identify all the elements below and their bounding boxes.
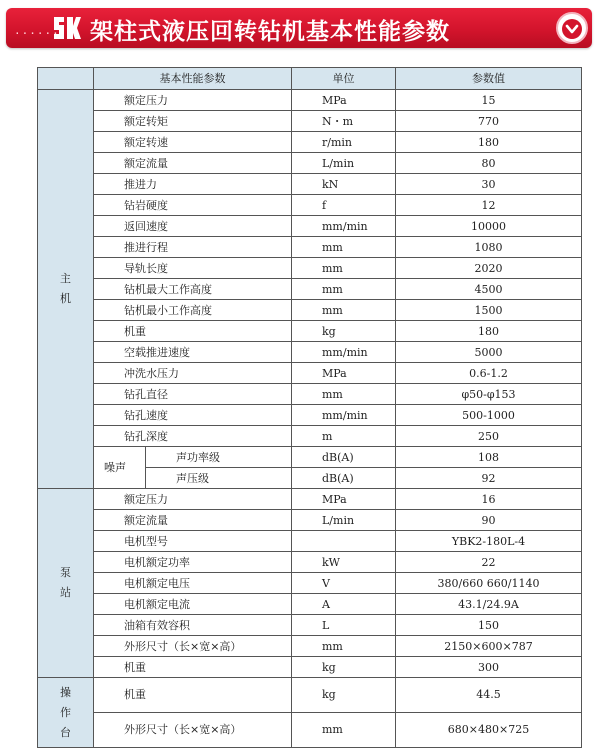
param-value: 680×480×725 bbox=[396, 713, 582, 748]
param-unit: mm bbox=[292, 384, 396, 405]
param-unit: kg bbox=[292, 321, 396, 342]
param-name: 返回速度 bbox=[94, 216, 292, 237]
table-row bbox=[38, 195, 582, 216]
group-char: 泵 bbox=[60, 566, 71, 579]
table-row bbox=[38, 300, 582, 321]
group-char: 作 bbox=[60, 705, 71, 719]
table-row bbox=[38, 363, 582, 384]
group-char: 台 bbox=[60, 725, 71, 739]
column-header-value: 参数值 bbox=[396, 68, 582, 90]
param-unit: A bbox=[292, 594, 396, 615]
param-value: 150 bbox=[396, 615, 582, 636]
param-unit bbox=[292, 531, 396, 552]
param-value: 4500 bbox=[396, 279, 582, 300]
table-row bbox=[38, 678, 582, 713]
page-title: 架柱式液压回转钻机基本性能参数 bbox=[90, 19, 450, 45]
param-value: 80 bbox=[396, 153, 582, 174]
param-unit: dB(A) bbox=[292, 447, 396, 468]
param-name: 冲洗水压力 bbox=[94, 363, 292, 384]
spec-table bbox=[37, 67, 582, 748]
table-row bbox=[38, 321, 582, 342]
table-row bbox=[38, 615, 582, 636]
table-row bbox=[38, 405, 582, 426]
param-value: 2150×600×787 bbox=[396, 636, 582, 657]
param-unit: mm bbox=[292, 237, 396, 258]
table-row bbox=[38, 279, 582, 300]
param-name: 推进行程 bbox=[94, 237, 292, 258]
table-row bbox=[38, 237, 582, 258]
param-unit: mm bbox=[292, 258, 396, 279]
param-value: 5000 bbox=[396, 342, 582, 363]
table-row bbox=[38, 90, 582, 111]
table-row bbox=[38, 132, 582, 153]
param-value: 15 bbox=[396, 90, 582, 111]
chevron-down-circle-icon bbox=[561, 18, 583, 40]
param-value: 1500 bbox=[396, 300, 582, 321]
param-value: 92 bbox=[396, 468, 582, 489]
param-unit: kW bbox=[292, 552, 396, 573]
table-row bbox=[38, 342, 582, 363]
param-value: 12 bbox=[396, 195, 582, 216]
group-label-main bbox=[38, 90, 94, 489]
param-value: 0.6-1.2 bbox=[396, 363, 582, 384]
param-value: 300 bbox=[396, 657, 582, 678]
param-name: 机重 bbox=[94, 321, 292, 342]
param-value: 44.5 bbox=[396, 678, 582, 713]
param-unit: r/min bbox=[292, 132, 396, 153]
param-name: 电机额定电流 bbox=[94, 594, 292, 615]
param-unit: kg bbox=[292, 678, 396, 713]
param-name: 声功率级 bbox=[146, 447, 292, 468]
param-value: YBK2-180L-4 bbox=[396, 531, 582, 552]
collapse-button[interactable] bbox=[556, 12, 588, 44]
table-row bbox=[38, 216, 582, 237]
param-value: 90 bbox=[396, 510, 582, 531]
group-label-pump bbox=[38, 489, 94, 678]
column-header-param: 基本性能参数 bbox=[94, 68, 292, 90]
group-char: 主 bbox=[60, 272, 71, 285]
table-row bbox=[38, 153, 582, 174]
param-unit: MPa bbox=[292, 363, 396, 384]
param-name: 钻孔直径 bbox=[94, 384, 292, 405]
param-value: 1080 bbox=[396, 237, 582, 258]
param-name: 导轨长度 bbox=[94, 258, 292, 279]
param-name: 额定流量 bbox=[94, 510, 292, 531]
table-row bbox=[38, 111, 582, 132]
table-row bbox=[38, 636, 582, 657]
param-value: 2020 bbox=[396, 258, 582, 279]
param-value: 500-1000 bbox=[396, 405, 582, 426]
param-unit: mm bbox=[292, 300, 396, 321]
param-name: 额定压力 bbox=[94, 489, 292, 510]
param-value: 380/660 660/1140 bbox=[396, 573, 582, 594]
column-header-unit: 单位 bbox=[292, 68, 396, 90]
param-name: 额定压力 bbox=[94, 90, 292, 111]
param-name: 声压级 bbox=[146, 468, 292, 489]
param-value: 30 bbox=[396, 174, 582, 195]
param-value: φ50-φ153 bbox=[396, 384, 582, 405]
param-unit: f bbox=[292, 195, 396, 216]
param-unit: L/min bbox=[292, 153, 396, 174]
noise-label: 噪声 bbox=[94, 447, 146, 489]
param-value: 16 bbox=[396, 489, 582, 510]
group-char: 机 bbox=[60, 292, 71, 305]
param-name: 钻机最小工作高度 bbox=[94, 300, 292, 321]
param-value: 43.1/24.9A bbox=[396, 594, 582, 615]
param-unit: dB(A) bbox=[292, 468, 396, 489]
param-name: 钻机最大工作高度 bbox=[94, 279, 292, 300]
param-value: 250 bbox=[396, 426, 582, 447]
param-name: 机重 bbox=[94, 657, 292, 678]
table-row bbox=[38, 426, 582, 447]
param-name: 额定转矩 bbox=[94, 111, 292, 132]
table-row bbox=[38, 258, 582, 279]
param-name: 电机额定功率 bbox=[94, 552, 292, 573]
corner-cell bbox=[38, 68, 94, 90]
logo-mark-icon bbox=[52, 14, 82, 42]
param-name: 油箱有效容积 bbox=[94, 615, 292, 636]
table-row bbox=[38, 447, 582, 468]
param-unit: mm/min bbox=[292, 216, 396, 237]
param-unit: L/min bbox=[292, 510, 396, 531]
param-value: 770 bbox=[396, 111, 582, 132]
param-unit: V bbox=[292, 573, 396, 594]
param-value: 108 bbox=[396, 447, 582, 468]
table-row bbox=[38, 384, 582, 405]
param-name: 外形尺寸（长×宽×高） bbox=[94, 713, 292, 748]
param-name: 机重 bbox=[94, 678, 292, 713]
param-name: 钻岩硬度 bbox=[94, 195, 292, 216]
param-value: 180 bbox=[396, 132, 582, 153]
param-value: 22 bbox=[396, 552, 582, 573]
param-unit: mm bbox=[292, 713, 396, 748]
table-header-row bbox=[38, 68, 582, 90]
table-row bbox=[38, 531, 582, 552]
param-unit: kg bbox=[292, 657, 396, 678]
param-name: 外形尺寸（长×宽×高） bbox=[94, 636, 292, 657]
param-unit: MPa bbox=[292, 90, 396, 111]
param-unit: m bbox=[292, 426, 396, 447]
table-row bbox=[38, 552, 582, 573]
param-unit: MPa bbox=[292, 489, 396, 510]
param-name: 额定转速 bbox=[94, 132, 292, 153]
param-unit: kN bbox=[292, 174, 396, 195]
param-name: 电机额定电压 bbox=[94, 573, 292, 594]
param-name: 钻孔深度 bbox=[94, 426, 292, 447]
table-row bbox=[38, 174, 582, 195]
param-unit: mm/min bbox=[292, 405, 396, 426]
banner-dots: ...... bbox=[14, 24, 60, 37]
param-unit: mm bbox=[292, 279, 396, 300]
table-row bbox=[38, 713, 582, 748]
table-row bbox=[38, 573, 582, 594]
table-row bbox=[38, 657, 582, 678]
group-char: 站 bbox=[60, 586, 71, 599]
table-row bbox=[38, 510, 582, 531]
group-label-op bbox=[38, 678, 94, 748]
param-name: 电机型号 bbox=[94, 531, 292, 552]
title-banner bbox=[0, 0, 600, 54]
param-unit: N・m bbox=[292, 111, 396, 132]
param-name: 钻孔速度 bbox=[94, 405, 292, 426]
param-value: 180 bbox=[396, 321, 582, 342]
table-row bbox=[38, 489, 582, 510]
group-char: 操 bbox=[60, 685, 71, 699]
param-unit: mm bbox=[292, 636, 396, 657]
param-unit: L bbox=[292, 615, 396, 636]
param-unit: mm/min bbox=[292, 342, 396, 363]
param-name: 空载推进速度 bbox=[94, 342, 292, 363]
param-name: 额定流量 bbox=[94, 153, 292, 174]
param-value: 10000 bbox=[396, 216, 582, 237]
param-name: 推进力 bbox=[94, 174, 292, 195]
table-row bbox=[38, 594, 582, 615]
